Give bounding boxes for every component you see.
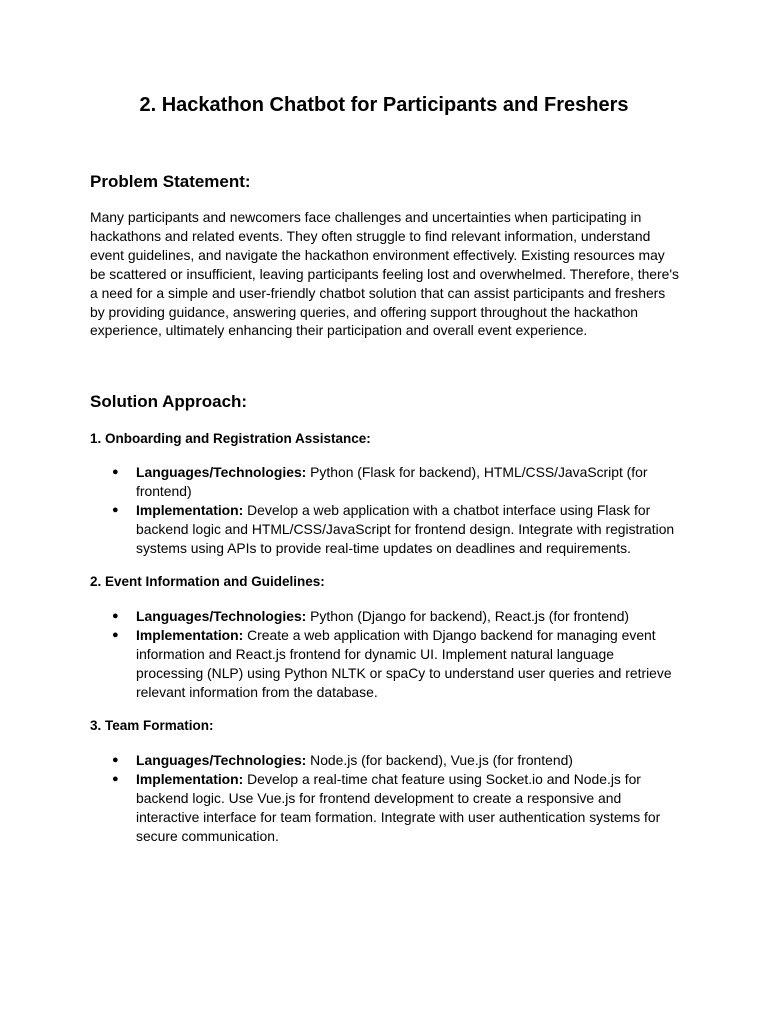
bullet-list-team-formation (90, 751, 680, 846)
section-heading-event-info: 2. Event Information and Guidelines: (90, 574, 325, 589)
section-heading-onboarding: 1. Onboarding and Registration Assistance: (90, 431, 371, 446)
list-item (90, 751, 680, 770)
bullet-icon: ● (112, 628, 119, 641)
item-label: Languages/Technologies: (136, 464, 307, 480)
item-text: Python (Flask for backend), HTML/CSS/JavaScript (for frontend) (136, 464, 648, 499)
list-item (90, 770, 680, 846)
bullet-icon: ● (112, 503, 119, 516)
item-text: Python (Django for backend), React.js (for frontend) (306, 608, 630, 624)
bullet-list-onboarding (90, 463, 680, 558)
item-text: Develop a web application with a chatbot interface using Flask for backend logic and HTML/CSS/JavaScript for frontend design. Integrate with registration systems using APIs to provide real-time updates on deadlines and requirements. (136, 501, 675, 556)
item-label: Implementation: (136, 770, 244, 787)
bullet-icon: ● (112, 754, 119, 766)
item-label: Languages/Technologies: (136, 752, 307, 768)
list-item (90, 501, 680, 558)
section-heading-team-formation: 3. Team Formation: (90, 718, 214, 733)
bullet-list-event-info (90, 607, 680, 702)
list-item (90, 607, 680, 626)
item-label: Languages/Technologies: (136, 608, 307, 624)
item-text: Create a web application with Django backend for managing event information and React.js frontend for dynamic UI. Implement natural language processing (NLP) using Python NLTK or spaCy to understand user queries and retrieve relevant information from the database. (136, 626, 672, 700)
bullet-icon: ● (112, 772, 119, 785)
item-text: Node.js (for backend), Vue.js (for frontend) (306, 752, 573, 768)
item-text: Develop a real-time chat feature using Socket.io and Node.js for backend logic. Use Vue.js for frontend development to create a responsive and interactive interface for team formation. Integrate with user authentication systems for secure communication. (136, 770, 661, 844)
list-item (90, 463, 680, 501)
bullet-icon: ● (112, 610, 119, 622)
document-title: 2. Hackathon Chatbot for Participants and Freshers (139, 94, 629, 116)
problem-statement-text: Many participants and newcomers face challenges and uncertainties when participating in hackathons and related events. They often struggle to find relevant information, understand event guidelines, and navigate the hackathon environment effectively. Existing resources may be scattered or insufficient, leaving participants feeling lost and overwhelmed. Therefore, there's a need for a simple and user-friendly chatbot solution that can assist participants and freshers by providing guidance, answering queries, and offering support throughout the hackathon experience, ultimately enhancing their participation and overall event experience. (90, 209, 679, 339)
item-label: Implementation: (136, 626, 244, 643)
item-label: Implementation: (136, 501, 244, 518)
bullet-icon: ● (112, 466, 119, 478)
list-item (90, 626, 680, 702)
solution-approach-heading: Solution Approach: (90, 392, 248, 411)
problem-statement-heading: Problem Statement: (90, 172, 251, 191)
